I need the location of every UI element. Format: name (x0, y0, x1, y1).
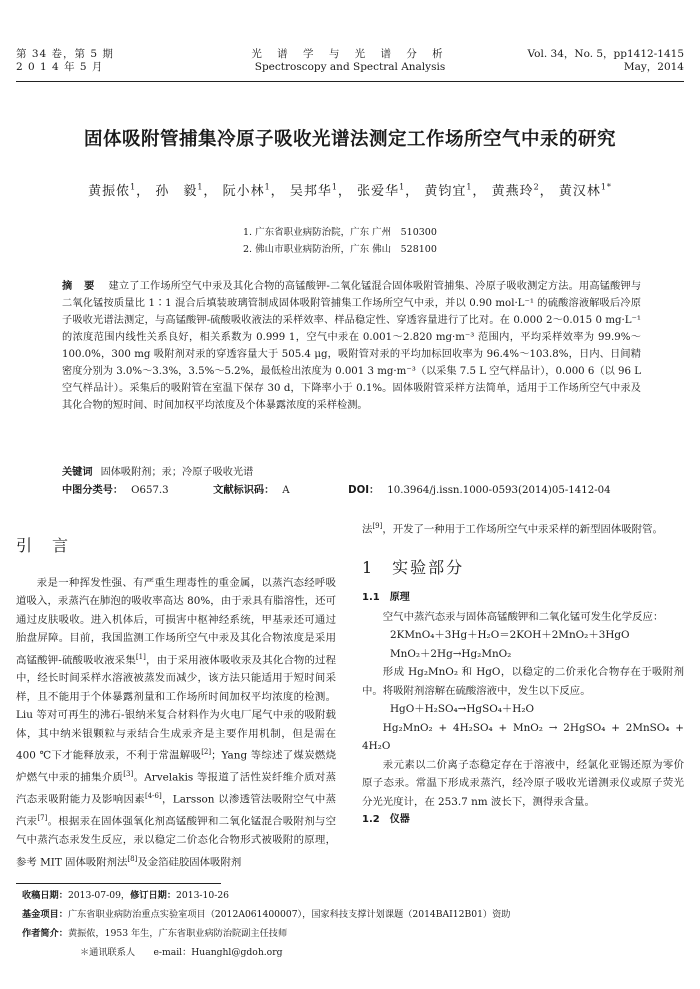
affiliation: 2. 佛山市职业病防治所，广东 佛山 528100 (243, 244, 437, 255)
abstract (62, 278, 641, 414)
left-column (16, 537, 336, 872)
subsection-instruments: 1.2 仪器 (362, 814, 410, 826)
cls-label: 中图分类号： (62, 485, 124, 496)
keywords-text: 固体吸附剂；汞；冷原子吸收光谱 (100, 467, 254, 478)
publication-date: 2 0 1 4 年 5 月 (16, 61, 104, 73)
footnotes (22, 886, 682, 962)
reaction-paragraph: 形成 Hg₂MnO₂ 和 HgO，以稳定的二价汞化合物存在于吸附剂中。将吸附剂溶解在硫酸溶液中，发生以下反应。 (362, 666, 684, 697)
paper-title: 固体吸附管捕集冷原子吸收光谱法测定工作场所空气中汞的研究 (83, 129, 616, 150)
equation: Hg₂MnO₂ + 4H₂SO₄ + MnO₂ → 2HgSO₄ + 2MnSO₄ + 4H₂O (362, 721, 684, 753)
cls-value: O657.3 (131, 485, 169, 496)
subsection-principle: 1.1 原理 (362, 592, 410, 604)
journal-citation (528, 48, 684, 74)
right-column (362, 517, 684, 830)
citation-ref[interactable]: [4-6] (144, 792, 162, 801)
fund-line: 基金项目：广东省职业病防治重点实验室项目（2012A061400007），国家科技支撑计划课题（2014BAI12B01）资助 (22, 909, 511, 920)
doi-label: DOI： (348, 485, 380, 496)
keywords (62, 464, 253, 481)
doi-value: 10.3964/j.issn.1000-0593(2014)05-1412-04 (387, 485, 611, 496)
equation: MnO₂＋2Hg→Hg₂MnO₂ (390, 647, 512, 660)
citation-ref[interactable]: [1] (135, 652, 146, 661)
author-bio-line: 作者简介：黄振侬，1953 年生，广东省职业病防治院副主任技师 (22, 928, 288, 939)
section-intro-heading: 引 言 (16, 536, 71, 555)
intro-paragraph: 汞是一种挥发性强、有严重生理毒性的重金属，以蒸汽态经呼吸道吸入，汞蒸汽在肺泡的吸收率高达 80%，由于汞具有脂溶性，还可通过皮肤吸收。进入机体后，可损害中枢神经系统，甲基汞还可通过胎盘屏障。目前，我国监测工作场所空气中汞及其化合物浓度是采用高锰酸钾-硫酸吸收液采集[1]，由于采用液体吸收汞及其化合物的过程中，经长时间采样水溶液被蒸发而减少，该方法只能适用于短时间采样，且不能用于个体暴露剂量和工作场所时间加权平均浓度的检测。Liu 等对可再生的沸石-银纳米复合材料作为火电厂尾气中汞的吸附载体，其中纳米银颗粒与汞结合生成汞齐是主要作用机制，但是需在 400 ℃下才能释放汞，不利于常温解吸[2]；Yang 等综述了煤炭燃烧炉燃气中汞的捕集介质[3]。Arvelakis 等报道了活性炭纤维介质对蒸汽态汞吸附能力及影响因素[4-6]，Larsson 以渗透管法吸附空气中蒸汽汞[7]。根据汞在固体强氧化剂高锰酸钾和二氧化锰混合吸附剂与空气中蒸汽态汞发生反应，汞以稳定二价态化合物形式被吸附的原理，参考 MIT 固体吸附剂法[8]及金箔硅胶固体吸附剂 (16, 576, 337, 869)
footnote-rule (16, 883, 221, 884)
classification-line (62, 482, 611, 499)
author: 黄钧宜$^1$ (424, 182, 473, 199)
equation: 2KMnO₄＋3Hg＋H₂O＝2KOH＋2MnO₂＋3HgO (390, 629, 630, 642)
affiliation: 1. 广东省职业病防治院，广东 广州 510300 (243, 227, 437, 238)
keywords-label: 关键词 (62, 467, 93, 478)
citation-ref[interactable]: [9] (372, 522, 383, 530)
header-rule (16, 81, 684, 82)
author: 黄汉林$^{1*}$ (558, 182, 612, 199)
citation-ref[interactable]: [2] (201, 748, 212, 757)
affiliations (243, 224, 437, 258)
author: 孙 毅$^1$ (155, 182, 204, 199)
principle-paragraph: 空气中蒸汽态汞与固体高锰酸钾和二氧化锰可发生化学反应： (382, 610, 664, 623)
citation-pages: Vol. 34，No. 5，pp1412-1415 (527, 48, 684, 60)
detection-paragraph: 汞元素以二价离子态稳定存在于溶液中，经氯化亚锡还原为零价原子态汞。常温下形成汞蒸汽，经冷原子吸收光谱测汞仪或原子荧光分光光度计，在 253.7 nm 波长下，测得汞含量。 (362, 758, 684, 808)
volume-issue: 第 34 卷，第 5 期 (16, 48, 114, 60)
correspondence-line: ＊通讯联系人 e-mail：Huanghl@gdoh.org (80, 947, 283, 958)
doc-value: A (282, 485, 290, 496)
citation-ref[interactable]: [3] (123, 770, 134, 779)
author: 吴邦华$^1$ (289, 182, 338, 199)
intro-continuation: 法[9]，开发了一种用于工作场所空气中汞采样的新型固体吸附管。 (362, 522, 663, 536)
abstract-label: 摘 要 (62, 281, 99, 292)
dates-line: 收稿日期：2013-07-09，修订日期：2013-10-26 (22, 890, 230, 901)
doc-label: 文献标识码： (213, 485, 275, 496)
citation-ref[interactable]: [7] (37, 814, 48, 823)
author: 张爱华$^1$ (357, 182, 406, 199)
author-list: 黄振侬$^1$， 孙 毅$^1$， 阮小林$^1$， 吴邦华$^1$， 张爱华$^1$， 黄钧宜$^1$， 黄燕玲$^2$， 黄汉林$^{1*}$ (88, 182, 612, 199)
author: 黄振侬$^1$ (88, 182, 137, 199)
journal-name-en: Spectroscopy and Spectral Analysis (254, 61, 446, 73)
citation-date: May，2014 (623, 61, 684, 73)
equation: HgO＋H₂SO₄→HgSO₄＋H₂O (390, 703, 535, 716)
citation-ref[interactable]: [8] (127, 854, 138, 863)
author: 阮小林$^1$ (222, 182, 271, 199)
abstract-text: 建立了工作场所空气中汞及其化合物的高锰酸钾-二氧化锰混合固体吸附管捕集、冷原子吸收测定方法。用高锰酸钾与二氧化锰按质量比 1∶1 混合后填装玻璃管制成固体吸附管捕集工作场所空气中汞，并以 0.90 mol·L⁻¹ 的硫酸溶液解吸后冷原子吸收光谱法测定，与高锰酸钾-硫酸吸收液法的采样效率、样品稳定性、穿透容量进行了比对。在 0.000 2～0.015 0 mg·L⁻¹ 的浓度范围内线性关系良好，相关系数为 0.999 1，空气中汞在 0.001～2.820 mg·m⁻³ 范围内，平均采样效率为 99.9%～100.0%，300 mg 吸附剂对汞的穿透容量大于 505.4 μg，吸附管对汞的平均加标回收率为 96.4%～103.8%，日内、日间精密度分别为 3.0%～3.3%，3.5%～5.2%，最低检出浓度为 0.001 3 mg·m⁻³（以采集 7.5 L 空气样品计），0.000 6（以 96 L 空气样品计）。采集后的吸附管在室温下保存 30 d，下降率小于 0.1%。固体吸附管采样方法简单，适用于工作场所空气中汞及其化合物的短时间、时间加权平均浓度及个体暴露浓度的采样检测。 (62, 281, 642, 411)
author: 黄燕玲$^2$ (491, 182, 540, 199)
journal-name-cn: 光 谱 学 与 光 谱 分 析 (251, 48, 449, 60)
section-experimental-heading: 1 实验部分 (362, 557, 465, 577)
